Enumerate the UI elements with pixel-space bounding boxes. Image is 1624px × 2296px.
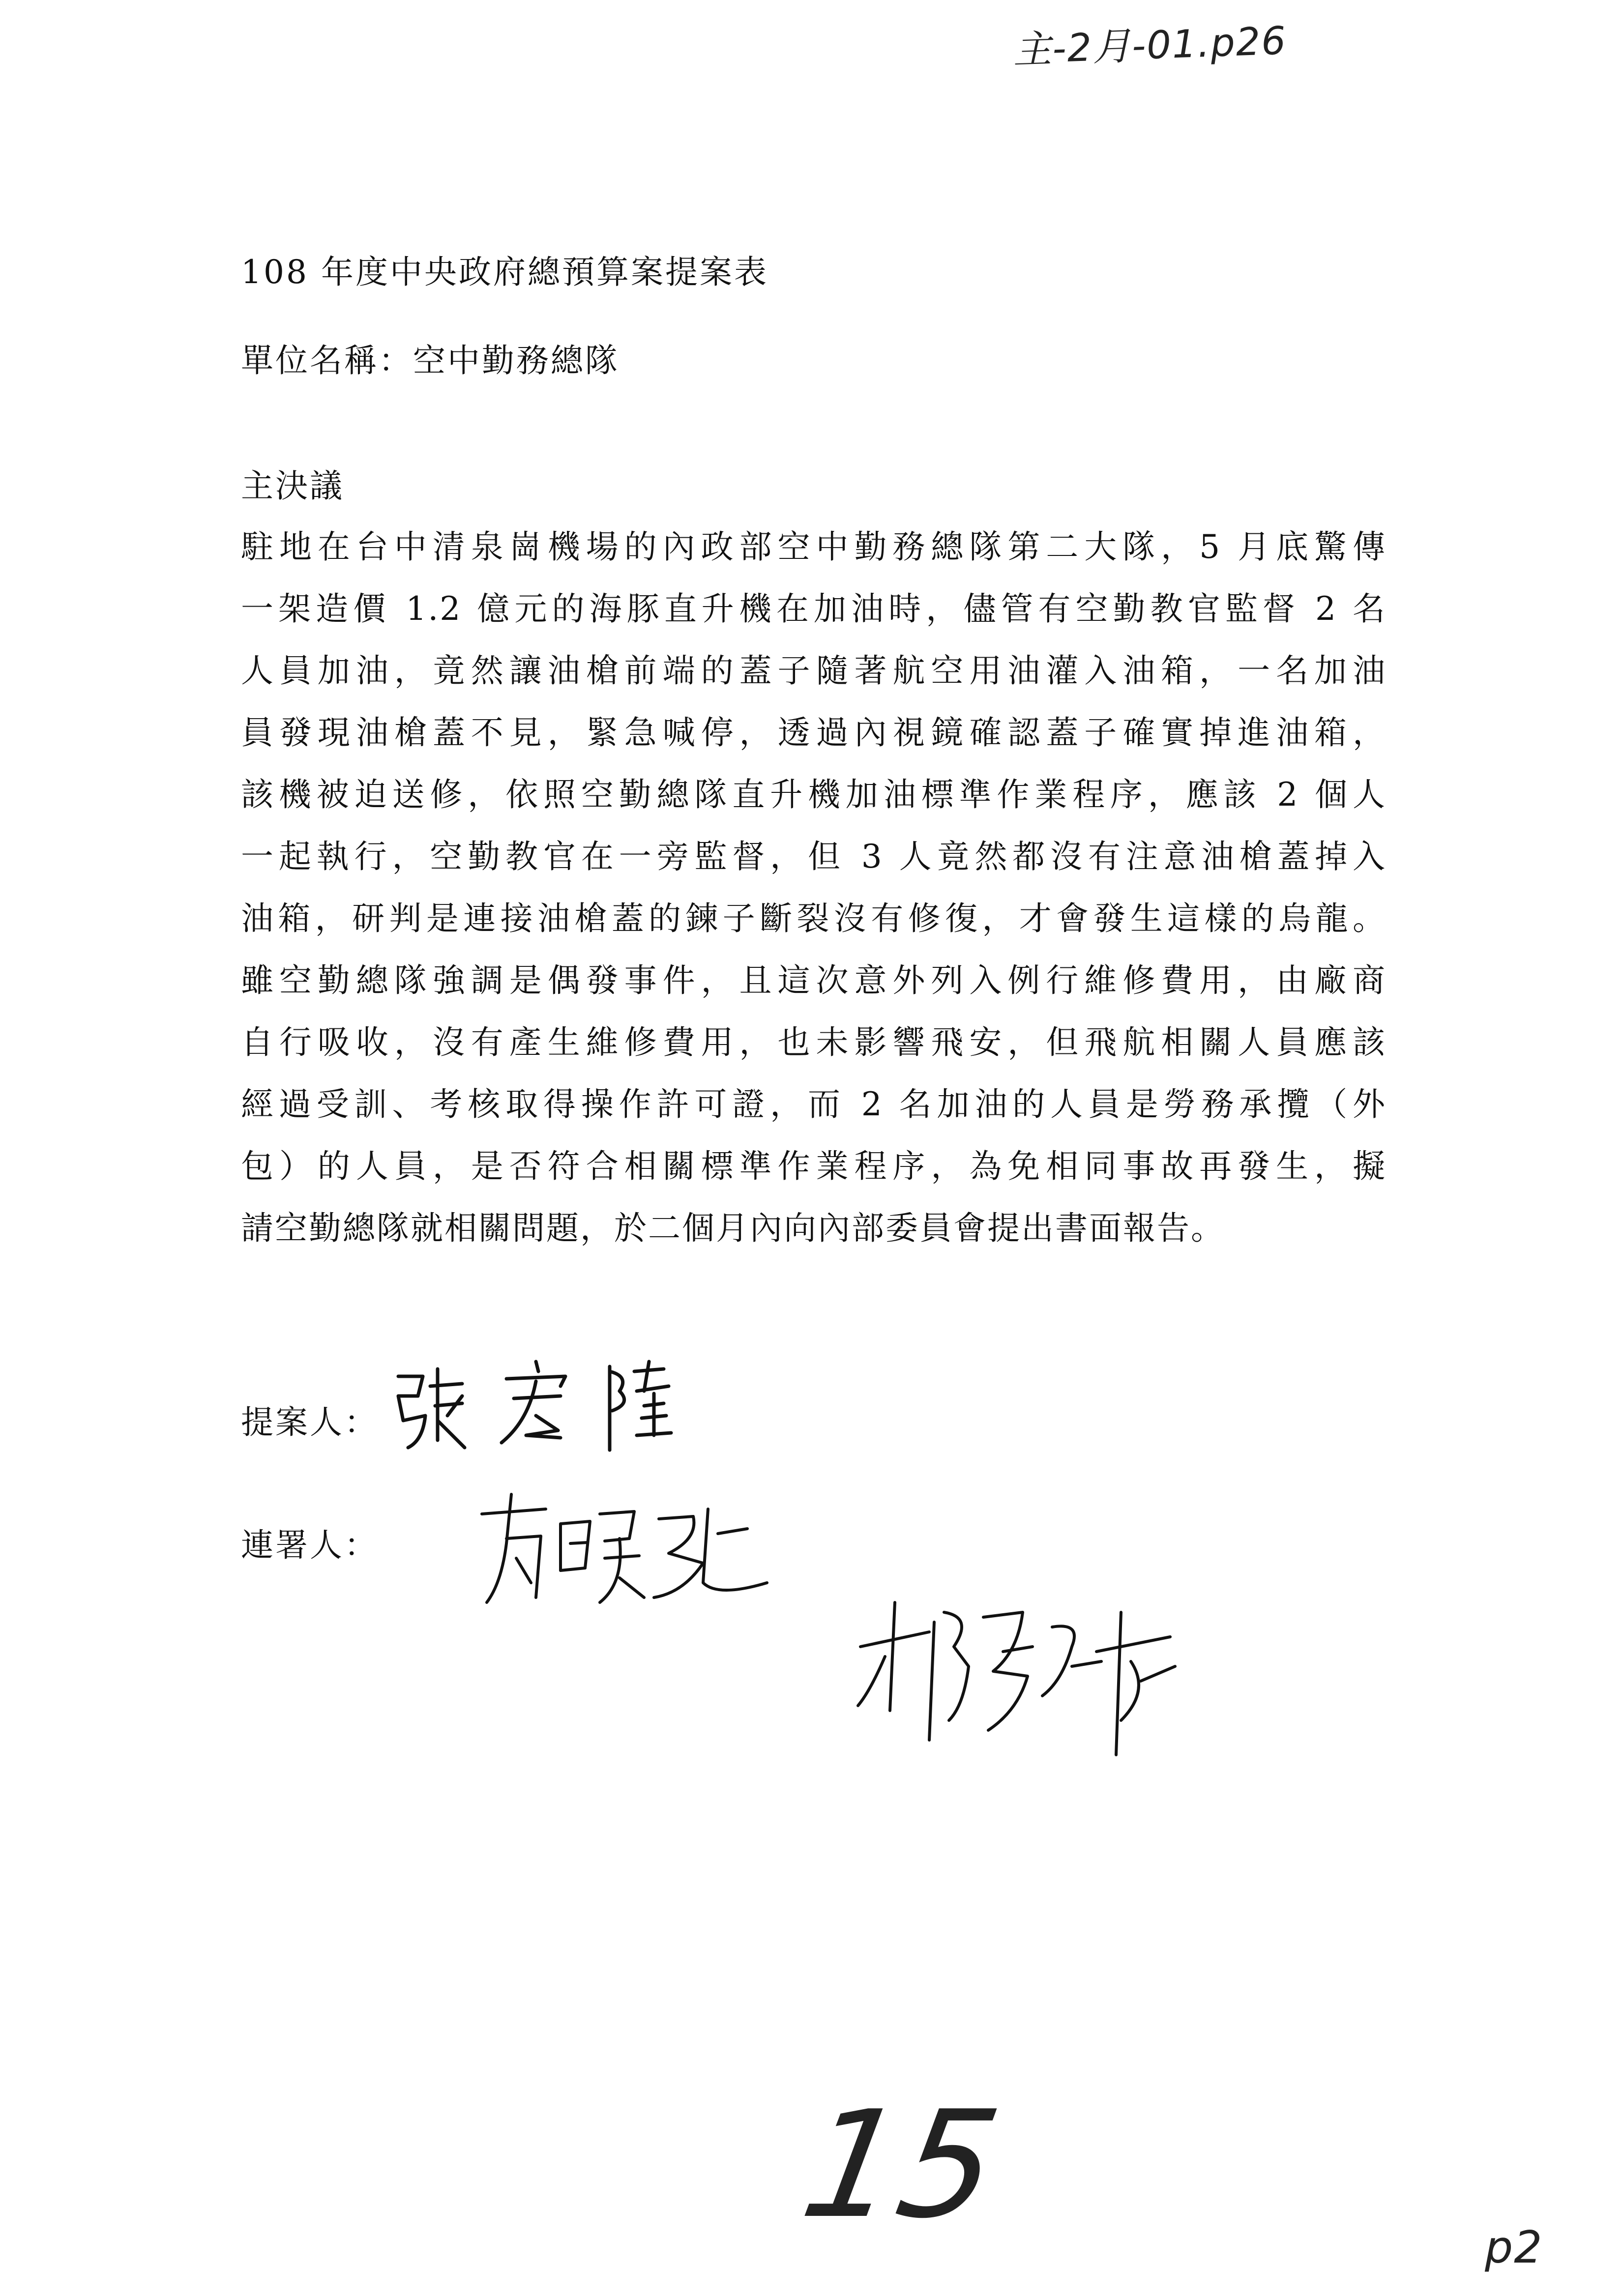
- proposer-label: 提案人：: [241, 1403, 379, 1441]
- body-line: 油箱，研判是連接油槍蓋的鍊子斷裂沒有修復，才會發生這樣的烏龍。: [241, 900, 1387, 937]
- body-line: 駐地在台中清泉崗機場的內政部空中勤務總隊第二大隊，5 月底驚傳: [241, 528, 1387, 566]
- document-title: 108 年度中央政府總預算案提案表: [241, 253, 768, 291]
- handwritten-page-number: 15: [791, 2079, 1011, 2251]
- proposer-signature: [388, 1357, 674, 1455]
- body-line: 自行吸收，沒有產生維修費用，也未影響飛安，但飛航相關人員應該: [241, 1023, 1387, 1061]
- section-heading: 主決議: [241, 467, 344, 505]
- body-line: 一起執行，空勤教官在一旁監督，但 3 人竟然都沒有注意油槍蓋掉入: [241, 838, 1387, 875]
- body-line: 經過受訓、考核取得操作許可證，而 2 名加油的人員是勞務承攬（外: [241, 1085, 1387, 1123]
- body-line: 請空勤總隊就相關問題，於二個月內向內部委員會提出書面報告。: [241, 1209, 1225, 1247]
- resolution-body: [241, 516, 1387, 1259]
- body-line: 包）的人員，是否符合相關標準作業程序，為免相同事故再發生，擬: [241, 1147, 1387, 1185]
- body-line: 人員加油，竟然讓油槍前端的蓋子隨著航空用油灌入油箱，一名加油: [241, 652, 1387, 690]
- handwritten-page-mark: p2: [1485, 2222, 1543, 2273]
- cosigner-label: 連署人：: [241, 1526, 379, 1564]
- cosigner-signature-2: [856, 1593, 1200, 1770]
- body-line: 員發現油槍蓋不見，緊急喊停，透過內視鏡確認蓋子確實掉進油箱，: [241, 714, 1387, 752]
- unit-name-line: 單位名稱：空中勤務總隊: [241, 342, 620, 379]
- cosigner-signature-1: [472, 1484, 777, 1612]
- body-line: 雖空勤總隊強調是偶發事件，且這次意外列入例行維修費用，由廠商: [241, 961, 1387, 999]
- handwritten-reference-note: 主-2月-01.p26: [1012, 19, 1288, 73]
- body-line: 該機被迫送修，依照空勤總隊直升機加油標準作業程序，應該 2 個人: [241, 776, 1387, 814]
- body-line: 一架造價 1.2 億元的海豚直升機在加油時，儘管有空勤教官監督 2 名: [241, 590, 1387, 628]
